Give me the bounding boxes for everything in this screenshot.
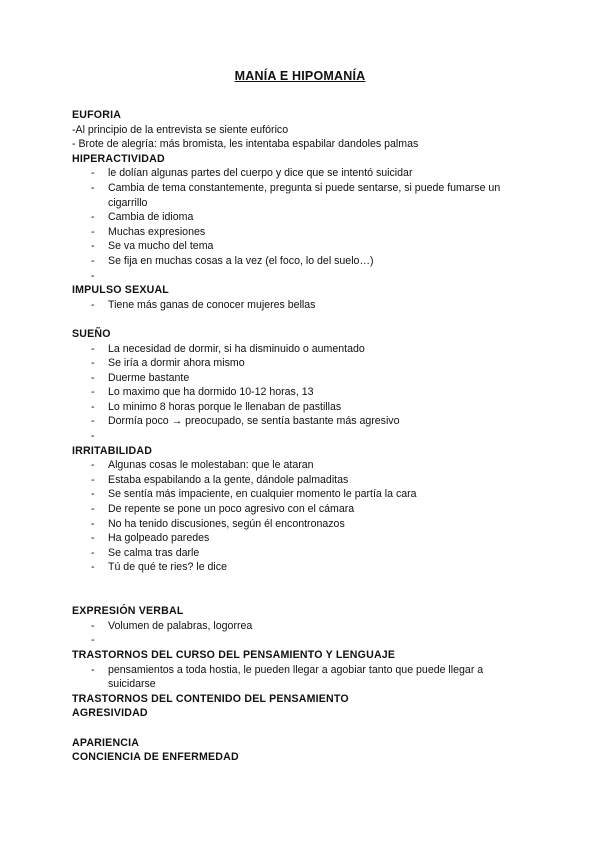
list-item-text: pensamientos a toda hostia, le pueden llegar a agobiar tanto que puede llegar a suicidarse [108,663,484,691]
bullet-dash: - [91,225,95,238]
heading-trastornos-contenido: TRASTORNOS DEL CONTENIDO DEL PENSAMIENTO [72,692,349,705]
page-title: MANÍA E HIPOMANÍA [234,69,366,83]
bullet-dash: - [91,488,95,501]
list-item-text: Muchas expresiones [108,225,206,238]
bullet-dash: - [91,400,95,413]
bullet-dash: - [91,561,95,574]
list-item [72,663,532,692]
document-body [72,108,532,765]
bullet-dash: - [91,298,95,311]
list-item-text: Duerme bastante [108,371,190,384]
bullet-dash: - [91,663,95,676]
list-item-text: No ha tenido discusiones, según él encontronazos [108,517,345,530]
list-item-text: le dolían algunas partes del cuerpo y dice que se intentó suicidar [108,167,413,180]
list-trastornos-curso [72,663,532,692]
list-item-text: Se calma tras darle [108,546,200,559]
list-item-empty [72,429,532,444]
bullet-dash: - [91,254,95,267]
heading-trastornos-curso: TRASTORNOS DEL CURSO DEL PENSAMIENTO Y LENGUAJE [72,648,396,661]
list-item-text: Se va mucho del tema [108,240,214,253]
spacer [72,575,532,604]
bullet-dash: - [91,517,95,530]
list-expresion-verbal [72,619,532,648]
bullet-dash: - [91,371,95,384]
list-irritabilidad [72,458,532,575]
list-hiperactividad [72,166,532,283]
list-item [72,546,532,561]
list-item-text: Volumen de palabras, logorrea [108,619,253,632]
list-item [72,298,532,313]
list-item-text: Tú de qué te ries? le dice [108,561,227,574]
heading-sueno: SUEÑO [72,327,111,340]
list-item [72,239,532,254]
list-item [72,560,532,575]
list-item-text: Tiene más ganas de conocer mujeres bellas [108,298,316,311]
list-item [72,356,532,371]
bullet-dash: - [91,459,95,472]
heading-impulso-sexual: IMPULSO SEXUAL [72,284,169,297]
bullet-dash: - [91,532,95,545]
bullet-dash: - [91,634,95,647]
list-item-text: De repente se pone un poco agresivo con el cámara [108,503,355,516]
bullet-dash: - [91,503,95,516]
heading-apariencia: APARIENCIA [72,736,140,749]
list-item-text: Se iría a dormir ahora mismo [108,357,245,370]
list-item-empty [72,269,532,284]
heading-euforia: EUFORIA [72,109,122,121]
list-item [72,502,532,517]
list-item-text: Estaba espabilando a la gente, dándole palmaditas [108,473,349,486]
bullet-dash: - [91,546,95,559]
list-item-text: Se sentía más impaciente, en cualquier momento le partía la cara [108,488,417,501]
list-item [72,400,532,415]
list-item-text: La necesidad de dormir, si ha disminuido o aumentado [108,342,365,355]
bullet-dash: - [91,386,95,399]
bullet-dash: - [91,240,95,253]
heading-irritabilidad: IRRITABILIDAD [72,444,153,457]
bullet-dash: - [91,211,95,224]
list-item [72,531,532,546]
list-item [72,414,532,429]
list-item [72,225,532,240]
list-item-empty [72,633,532,648]
euforia-line: - Brote de alegría: más bromista, les intentaba espabilar dandoles palmas [72,138,419,151]
spacer [72,312,532,327]
bullet-dash: - [91,167,95,180]
list-item [72,166,532,181]
bullet-dash: - [91,430,95,443]
list-item [72,487,532,502]
heading-expresion-verbal: EXPRESIÓN VERBAL [72,605,184,618]
bullet-dash: - [91,269,95,282]
list-item [72,181,532,210]
list-item-text: Dormía poco → preocupado, se sentía bastante más agresivo [108,415,400,428]
list-impulso-sexual [72,298,532,313]
bullet-dash: - [91,473,95,486]
list-item [72,254,532,269]
list-item [72,473,532,488]
bullet-dash: - [91,357,95,370]
bullet-dash: - [91,619,95,632]
bullet-dash: - [91,415,95,428]
list-item-text: Ha golpeado paredes [108,532,210,545]
list-item [72,342,532,357]
list-item [72,385,532,400]
heading-conciencia: CONCIENCIA DE ENFERMEDAD [72,751,239,764]
list-sueno [72,342,532,444]
list-item-text: Se fija en muchas cosas a la vez (el foco, lo del suelo…) [108,254,374,267]
spacer [72,721,532,736]
list-item-text: Cambia de tema constantemente, pregunta si puede sentarse, si puede fumarse un cigarrillo [108,181,501,209]
heading-hiperactividad: HIPERACTIVIDAD [72,152,165,165]
list-item-text: Cambia de idioma [108,211,194,224]
list-item-text: Algunas cosas le molestaban: que le ataran [108,459,314,472]
euforia-line: -Al principio de la entrevista se siente eufórico [72,123,289,136]
list-item [72,371,532,386]
list-item [72,210,532,225]
list-item [72,619,532,634]
list-item [72,517,532,532]
list-item-text: Lo minimo 8 horas porque le llenaban de pastillas [108,400,342,413]
bullet-dash: - [91,181,95,194]
heading-agresividad: AGRESIVIDAD [72,707,148,720]
bullet-dash: - [91,342,95,355]
list-item [72,458,532,473]
list-item-text: Lo maximo que ha dormido 10-12 horas, 13 [108,386,314,399]
